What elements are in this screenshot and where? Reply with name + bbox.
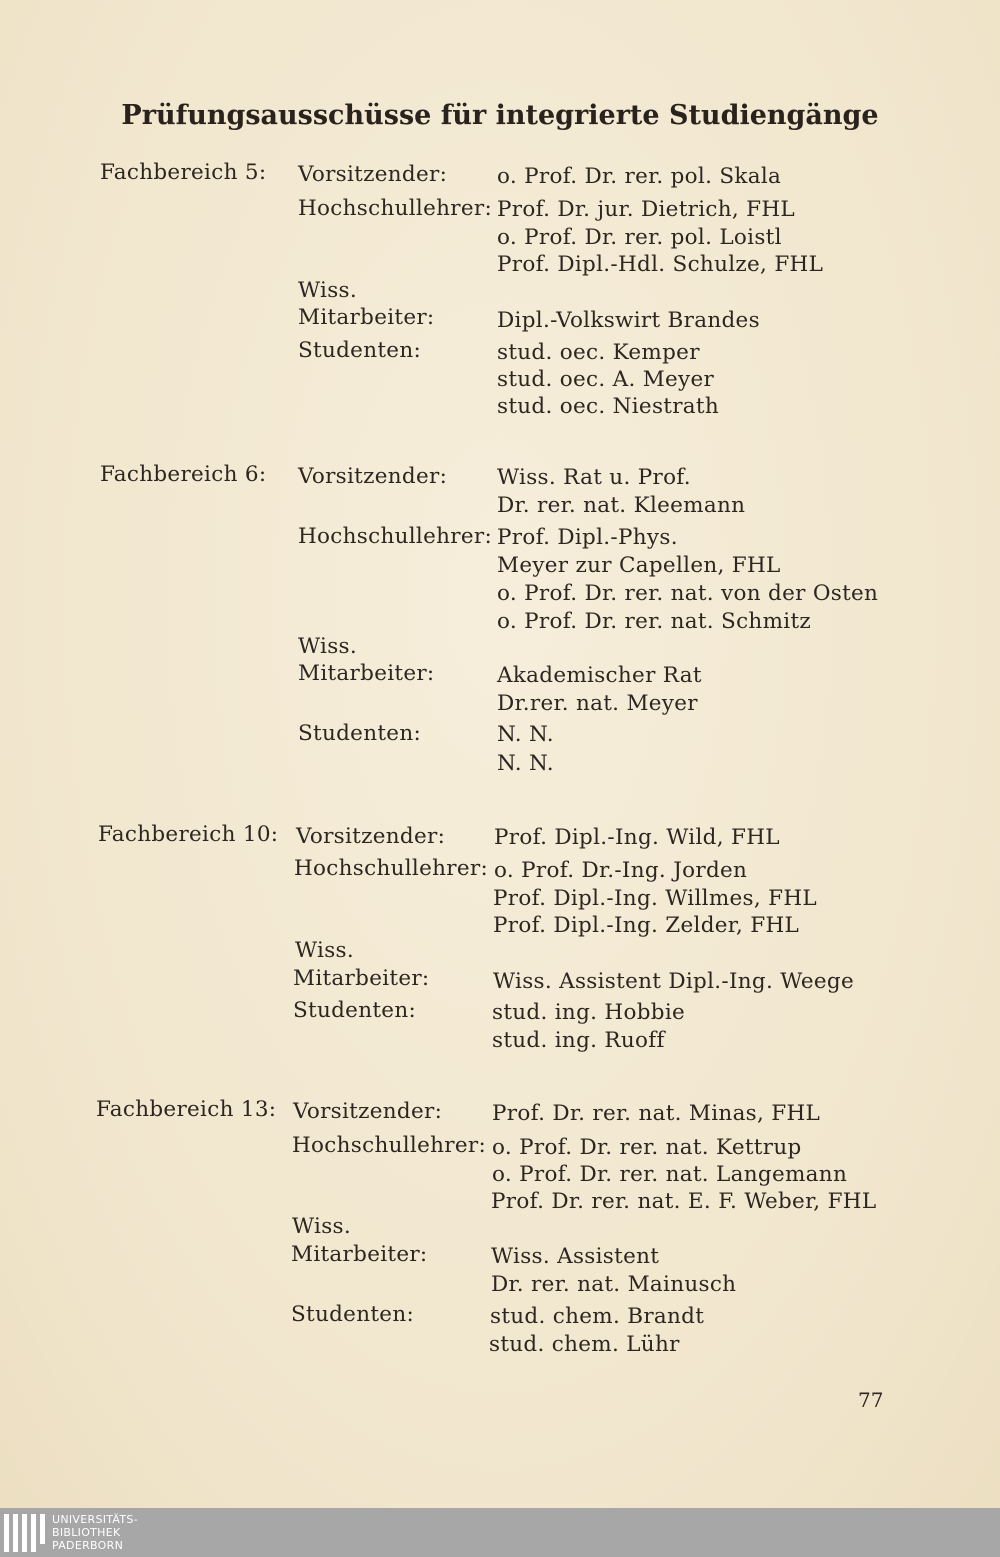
professor-name: Prof. Dipl.-Phys. [497,525,678,550]
section-label: Fachbereich 13: [96,1097,277,1122]
role-label-students: Studenten: [293,998,417,1023]
role-label-students: Studenten: [291,1302,415,1327]
role-label-staff: Wiss. [292,1214,351,1239]
section-label: Fachbereich 5: [100,160,267,185]
role-label-professors: Hochschullehrer: [298,524,492,549]
staff-name: Dr. rer. nat. Mainusch [491,1272,737,1297]
staff-name: Akademischer Rat [497,663,702,688]
logo-line: UNIVERSITÄTS- [52,1513,138,1526]
professor-name: o. Prof. Dr. rer. nat. von der Osten [497,581,879,606]
student-name: N. N. [497,722,554,747]
section-label: Fachbereich 10: [98,822,279,847]
role-label-professors: Hochschullehrer: [294,856,488,881]
role-label-staff: Wiss. [295,938,354,963]
role-label-staff: Mitarbeiter: [293,966,430,991]
role-label-chair: Vorsitzender: [298,464,448,489]
chair-name: Prof. Dr. rer. nat. Minas, FHL [492,1101,821,1126]
role-label-chair: Vorsitzender: [298,162,448,187]
library-footer-bar [0,1508,1000,1557]
page-title: Prüfungsausschüsse für integrierte Studiengänge [121,100,879,131]
page-number: 77 [858,1388,884,1412]
student-name: stud. chem. Brandt [490,1304,705,1329]
role-label-students: Studenten: [298,338,422,363]
logo-line: BIBLIOTHEK [52,1526,121,1539]
student-name: stud. oec. Kemper [497,340,700,365]
professor-name: o. Prof. Dr. rer. nat. Langemann [492,1162,848,1187]
student-name: stud. oec. Niestrath [497,394,719,419]
professor-name: Prof. Dr. rer. nat. E. F. Weber, FHL [491,1189,877,1214]
library-logo-text [52,1513,138,1552]
staff-name: Wiss. Assistent [491,1244,660,1269]
professor-name: o. Prof. Dr. rer. nat. Kettrup [492,1135,802,1160]
role-label-staff: Mitarbeiter: [298,305,435,330]
logo-line: PADERBORN [52,1539,124,1552]
role-label-professors: Hochschullehrer: [298,196,492,221]
student-name: N. N. [497,751,554,776]
staff-name: Wiss. Assistent Dipl.-Ing. Weege [493,969,855,994]
professor-name: o. Prof. Dr. rer. nat. Schmitz [497,609,812,634]
chair-name: Wiss. Rat u. Prof. [497,465,691,490]
professor-name: o. Prof. Dr.-Ing. Jorden [494,858,748,883]
student-name: stud. ing. Ruoff [492,1028,665,1053]
role-label-chair: Vorsitzender: [293,1099,443,1124]
professor-name: o. Prof. Dr. rer. pol. Loistl [497,225,782,250]
student-name: stud. chem. Lühr [489,1332,680,1357]
role-label-staff: Mitarbeiter: [298,661,435,686]
role-label-staff: Wiss. [298,634,357,659]
role-label-chair: Vorsitzender: [296,824,446,849]
section-label: Fachbereich 6: [100,462,267,487]
chair-name: Dr. rer. nat. Kleemann [497,493,746,518]
student-name: stud. oec. A. Meyer [497,367,715,392]
professor-name: Meyer zur Capellen, FHL [497,553,781,578]
role-label-professors: Hochschullehrer: [292,1133,486,1158]
professor-name: Prof. Dipl.-Hdl. Schulze, FHL [497,252,824,277]
professor-name: Prof. Dipl.-Ing. Willmes, FHL [493,886,817,911]
chair-name: o. Prof. Dr. rer. pol. Skala [497,164,782,189]
professor-name: Prof. Dr. jur. Dietrich, FHL [497,197,795,222]
staff-name: Dr.rer. nat. Meyer [497,691,698,716]
role-label-staff: Wiss. [298,278,357,303]
staff-name: Dipl.-Volkswirt Brandes [497,308,760,333]
student-name: stud. ing. Hobbie [492,1000,686,1025]
role-label-students: Studenten: [298,721,422,746]
chair-name: Prof. Dipl.-Ing. Wild, FHL [494,825,780,850]
professor-name: Prof. Dipl.-Ing. Zelder, FHL [493,913,800,938]
role-label-staff: Mitarbeiter: [291,1242,428,1267]
library-logo-icon [4,1514,48,1552]
